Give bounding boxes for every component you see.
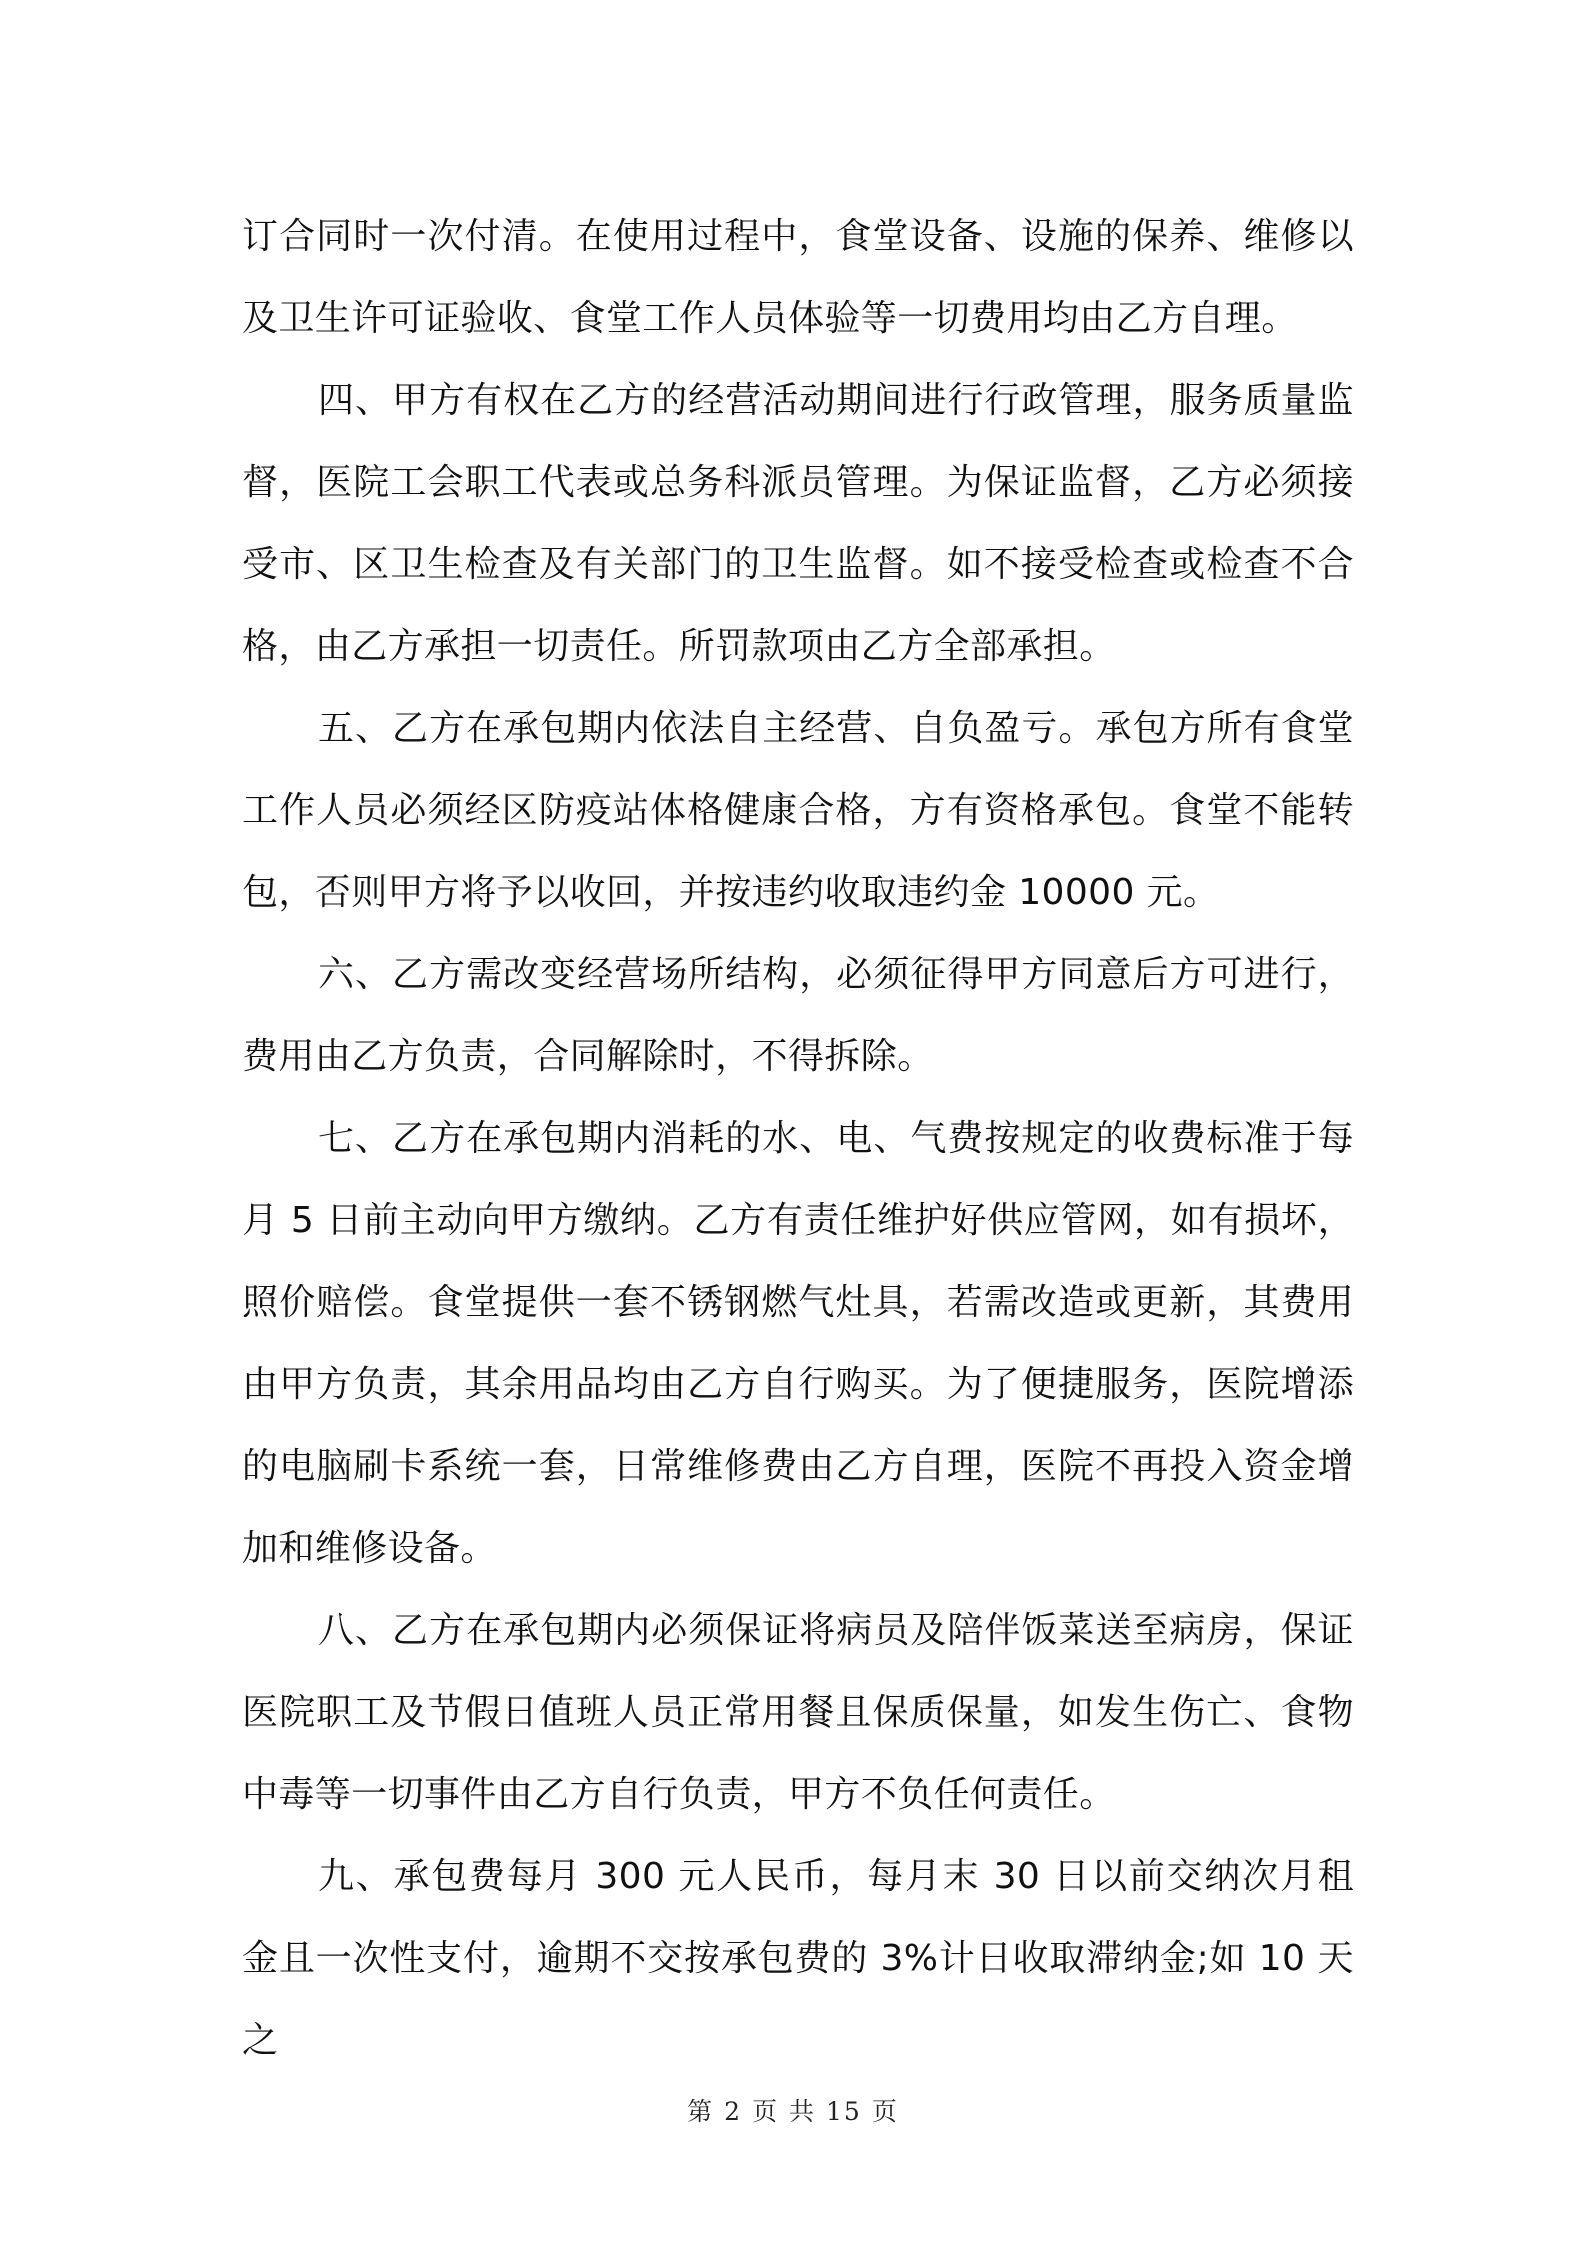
paragraph-clause-5: 五、乙方在承包期内依法自主经营、自负盈亏。承包方所有食堂工作人员必须经区防疫站体格健康合格，方有资格承包。食堂不能转包，否则甲方将予以收回，并按违约收取违约金 10000 元。 bbox=[242, 708, 1354, 913]
paragraph-clause-9: 九、承包费每月 300 元人民币，每月末 30 日以前交纳次月租金且一次性支付，逾期不交按承包费的 3%计日收取滞纳金;如 10 天之 bbox=[242, 1856, 1354, 2061]
paragraph-clause-7: 七、乙方在承包期内消耗的水、电、气费按规定的收费标准于每月 5 日前主动向甲方缴纳。乙方有责任维护好供应管网，如有损坏，照价赔偿。食堂提供一套不锈钢燃气灶具，若需改造或更新，其费用由甲方负责，其余用品均由乙方自行购买。为了便捷服务，医院增添的电脑刷卡系统一套，日常维修费由乙方自理，医院不再投入资金增加和维修设备。 bbox=[242, 1118, 1354, 1569]
page-footer bbox=[0, 2092, 1586, 2128]
total-pages-number: 15 bbox=[826, 2097, 862, 2126]
page-label-prefix: 第 bbox=[687, 2097, 715, 2126]
document-body bbox=[242, 196, 1354, 2082]
paragraph-clause-8: 八、乙方在承包期内必须保证将病员及陪伴饭菜送至病房，保证医院职工及节假日值班人员正常用餐且保质保量，如发生伤亡、食物中毒等一切事件由乙方自行负责，甲方不负任何责任。 bbox=[242, 1610, 1354, 1815]
page-label-suffix: 页 bbox=[871, 2097, 899, 2126]
paragraph-clause-6: 六、乙方需改变经营场所结构，必须征得甲方同意后方可进行，费用由乙方负责，合同解除时，不得拆除。 bbox=[242, 954, 1354, 1077]
paragraph-continuation: 订合同时一次付清。在使用过程中，食堂设备、设施的保养、维修以及卫生许可证验收、食堂工作人员体验等一切费用均由乙方自理。 bbox=[242, 216, 1354, 339]
page-label-mid: 页 共 bbox=[752, 2097, 817, 2126]
paragraph-clause-4: 四、甲方有权在乙方的经营活动期间进行行政管理，服务质量监督，医院工会职工代表或总务科派员管理。为保证监督，乙方必须接受市、区卫生检查及有关部门的卫生监督。如不接受检查或检查不合格，由乙方承担一切责任。所罚款项由乙方全部承担。 bbox=[242, 380, 1354, 667]
current-page-number: 2 bbox=[724, 2097, 743, 2126]
